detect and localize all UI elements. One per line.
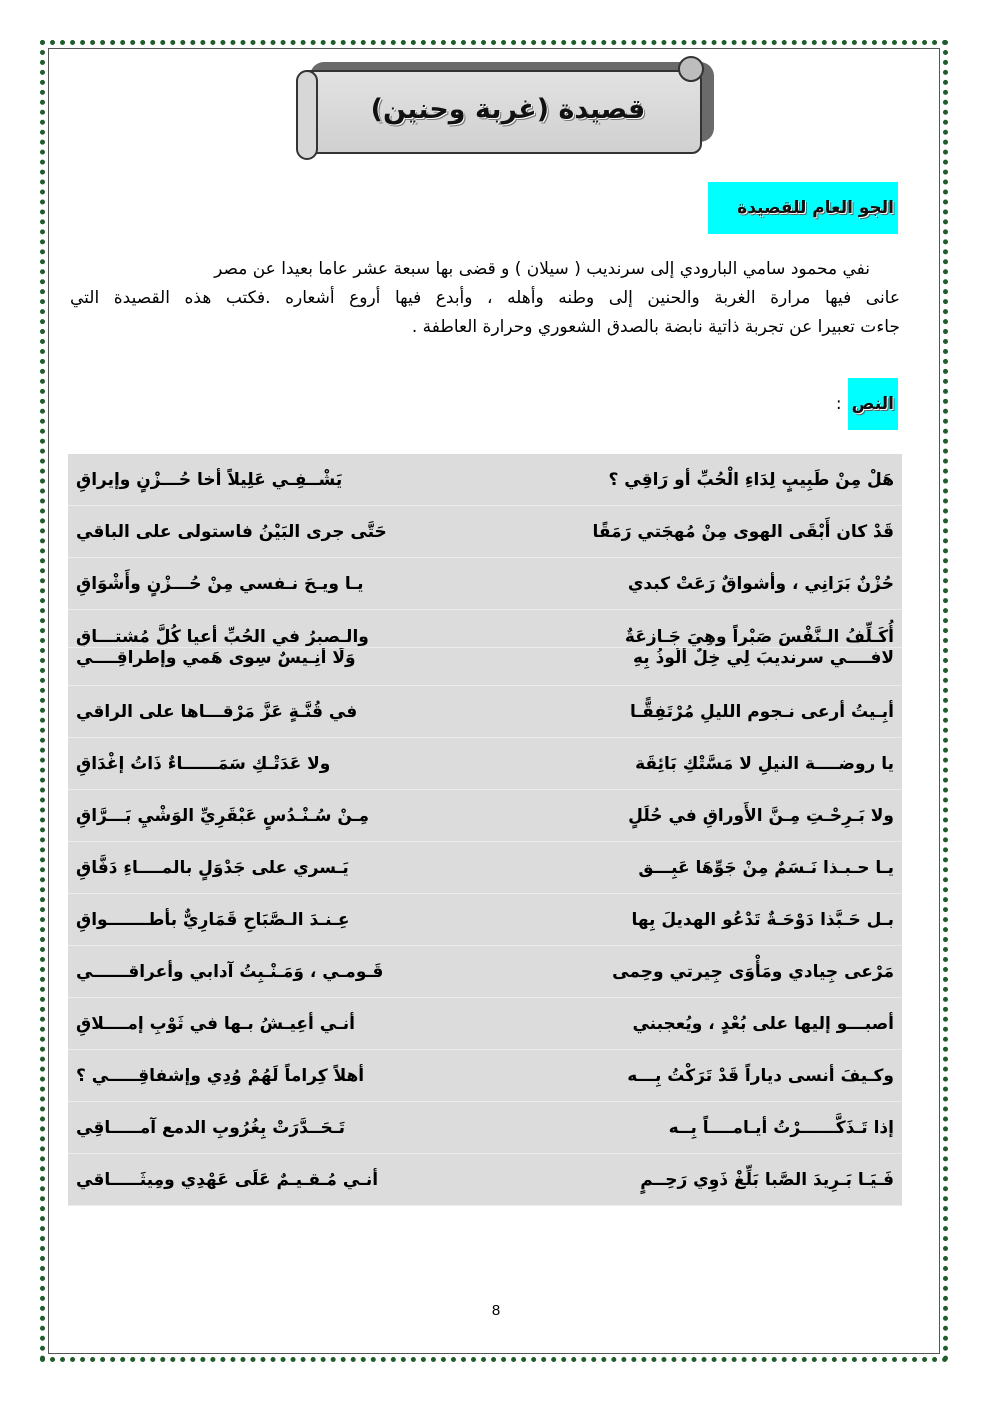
verse-row: [68, 1050, 902, 1102]
verse-first-hemistich: لافــــي سرنديبَ لِي خِلٌ أَلُوذُ بِهِ: [633, 648, 894, 668]
verse-first-hemistich: هَلْ مِنْ طَبِيبٍ لِدَاءِ الْحُبِّ أو رَاقِي ؟: [608, 469, 894, 490]
atmosphere-heading: الجو العام للقصيدة: [708, 182, 898, 234]
intro-line: عانى فيها مرارة الغربة والحنين إلى وطنه وأهله ، وأبدع فيها أروع أشعاره .فكتب هذه القصيدة التي: [70, 288, 900, 308]
verse-row: [68, 842, 902, 894]
text-heading-colon: :: [835, 394, 842, 414]
verse-second-hemistich: قَـومـي ، وَمَـنْـبِتُ آدابي وأعراقــــــي: [76, 961, 384, 982]
verse-first-hemistich: إذا تَـذَكَّــــــرْتُ أيـامــــاً بِــه: [668, 1117, 894, 1138]
verse-row: [68, 558, 902, 610]
banner-curl-right: [678, 56, 704, 82]
verse-second-hemistich: مِـنْ سُـنْـدُسٍ عَبْقَرِيِّ الوَشْيِ بَـــرَّاقِ: [76, 805, 370, 826]
verse-first-hemistich: ولا بَـرِحْـتِ مِـنَّ الأَوراقِ في حُلَلٍ: [628, 805, 894, 826]
verse-first-hemistich: أُكَـلِّفُ الـنَّفْسَ صَبْراً وهِيَ جَـازِعَةٌ: [624, 627, 894, 647]
verse-row: [68, 454, 902, 506]
verse-first-hemistich: أصبـــو إليها على بُعْدٍ ، ويُعجبني: [632, 1013, 894, 1034]
intro-paragraph: [70, 255, 900, 342]
verse-row: [68, 1102, 902, 1154]
verse-first-hemistich: أبِـيتُ أرعى نـجوم الليلِ مُرْتَفِقًّـا: [629, 701, 894, 722]
verse-first-hemistich: يا روضــــة النيلِ لا مَسَّتْكِ بَائِقَة: [635, 753, 894, 774]
poem-title: قصيدة (غربة وحنين): [370, 94, 646, 125]
verse-row: [68, 946, 902, 998]
poem-table: [68, 454, 902, 1206]
verse-first-hemistich: قَدْ كان أَبْقَى الهوى مِنْ مُهجَتي رَمَقًا: [592, 521, 894, 542]
verse-first-hemistich: فَـيَـا بَـرِيدَ الصَّبا بَلِّغْ ذَوِي رَحِــمٍ: [640, 1169, 894, 1190]
verse-row: [68, 894, 902, 946]
verse-second-hemistich: حَتَّى جرى البَيْنُ فاستولى على الباقي: [76, 521, 387, 542]
verse-first-hemistich: حُزْنٌ بَرَانِي ، وأشواقٌ رَعَتْ كبدي: [627, 573, 894, 594]
verse-second-hemistich: أنـي أعِيـشُ بـها في ثَوْبِ إمــــلاقِ: [76, 1013, 355, 1034]
verse-row: [68, 686, 902, 738]
verse-second-hemistich: وَلَا أَنِـيسٌ سِوى هَمي وإطراقِــــي: [76, 648, 356, 668]
text-heading-row: [830, 378, 898, 430]
verse-row: [68, 648, 902, 686]
verse-row: [68, 998, 902, 1050]
verse-first-hemistich: يـا حـبـذا نَـسَمٌ مِنْ جَوِّهَا عَبِـــق: [638, 857, 894, 878]
verse-second-hemistich: ولا عَدَتْـكِ سَمَــــــاءٌ ذَاتُ إغْدَاقِ: [76, 753, 331, 774]
verse-first-hemistich: مَرْعى جِيادي ومَأْوَى جِيرتي وحِمى: [612, 961, 894, 982]
verse-first-hemistich: بـل حَـبَّذا دَوْحَـةٌ تَدْعُو الهديلَ بِها: [631, 909, 894, 930]
verse-row: [68, 738, 902, 790]
banner-curl-left: [296, 70, 318, 160]
page-number: 8: [491, 1302, 501, 1319]
verse-second-hemistich: في قُنَّـةٍ عَزَّ مَرْقـــاها على الراقي: [76, 701, 358, 722]
verse-second-hemistich: يَشْــفِـي عَلِيلاً أخا حُـــزْنٍ وإيراقِ: [76, 469, 343, 490]
verse-row: [68, 506, 902, 558]
verse-second-hemistich: عِـنـدَ الـصَّبَاحِ قَمَارِيٌّ بأطـــــــواقِ: [76, 909, 350, 930]
verse-row: [68, 790, 902, 842]
verse-second-hemistich: أنـي مُـقـيـمٌ عَلَى عَهْدِي ومِيثَـــــاقي: [76, 1169, 379, 1190]
verse-second-hemistich: يَـسري على جَدْوَلٍ بالمــــاءِ دَفَّاقِ: [76, 857, 349, 878]
verse-second-hemistich: تَـحَــدَّرَتْ بِغُرُوبِ الدمع آمـــــاقِي: [76, 1117, 346, 1138]
intro-line: جاءت تعبيرا عن تجربة ذاتية نابضة بالصدق الشعوري وحرارة العاطفة .: [411, 317, 900, 337]
verse-second-hemistich: أهلاً كِراماً لَهُمْ وُدِي وإشفاقِـــــي ؟: [76, 1065, 365, 1086]
verse-row: [68, 1154, 902, 1206]
intro-line: نفي محمود سامي البارودي إلى سرنديب ( سيلان ) و قضى بها سبعة عشر عاما بعيدا عن مصر: [214, 259, 870, 279]
verse-row: [68, 610, 902, 648]
verse-second-hemistich: والـصبرُ في الحُبِّ أعيا كُلَّ مُشتـــاقِ: [76, 627, 369, 647]
title-banner: [298, 56, 716, 160]
text-heading: النص: [848, 378, 898, 430]
verse-first-hemistich: وكـيفَ أنسى دياراً قَدْ تَرَكْتُ بِـــه: [627, 1065, 894, 1086]
verse-second-hemistich: يـا ويـحَ نـفسي مِنْ حُـــزْنٍ وأَشْوَاقِ: [76, 573, 364, 594]
